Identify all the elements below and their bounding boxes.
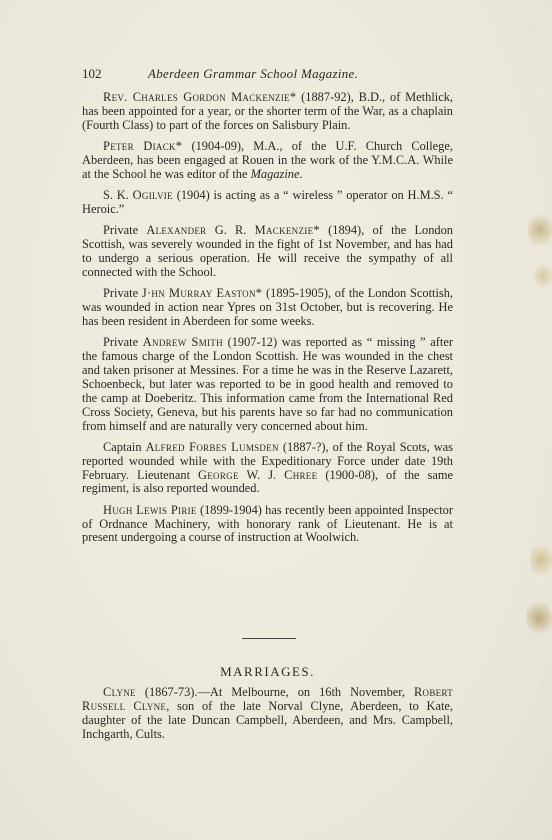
- paragraph-mackenzie-rev: Rev. Charles Gordon Mackenzie* (1887-92), B.D., of Methlick, has been appointed for a year, or the shorter term of the War, as a chaplain (Fourth Class) to part of the forces on Salisbury Plain.: [82, 90, 453, 132]
- paper-stain: [526, 598, 552, 638]
- running-head: Aberdeen Grammar School Magazine.: [148, 66, 359, 81]
- paragraph-smith: Private Andrew Smith (1907-12) was reported as “ missing ” after the famous charge of the London Scottish. He was wounded in the chest and taken prisoner at Messines. For a time he was in the Reserve Lazarett, Schoenbeck, but later was reported to be in good health and removed to the camp at Doeberitz. This information came from the International Red Cross Society, Geneva, but his parents have so far had no communication from himself and are naturally very concerned about him.: [82, 335, 453, 433]
- paper-stain: [534, 262, 552, 290]
- paragraph-marriage-clyne: Clyne (1867-73).—At Melbourne, on 16th November, Robert Russell Clyne, son of the late Norval Clyne, Aberdeen, to Kate, daughter of the late Duncan Campbell, Aberdeen, and Mrs. Campbell, Inchgarth, Cults.: [82, 685, 453, 741]
- paper-stain: [528, 210, 552, 250]
- paragraph-lumsden: Captain Alfred Forbes Lumsden (1887-?), of the Royal Scots, was reported wounded while with the Expeditionary Force under date 19th February. Lieutenant George W. J. Chree (1900-08), of the same regiment, is also reported wounded.: [82, 439, 453, 496]
- notes-section: [82, 91, 453, 553]
- marriages-heading: MARRIAGES.: [220, 664, 315, 679]
- page-number: 102: [82, 66, 102, 81]
- paragraph-easton: Private J·hn Murray Easton* (1895-1905), of the London Scottish, was wounded in action near Ypres on 31st October, but is recovering. He has been resident in Aberdeen for some weeks.: [82, 286, 454, 328]
- section-divider: [242, 638, 296, 639]
- paragraph-pirie: Hugh Lewis Pirie (1899-1904) has recently been appointed Inspector of Ordnance Machinery, with honorary rank of Lieutenant. He is at present undergoing a course of instruction at Woolwich.: [82, 502, 453, 545]
- paragraph-mackenzie-private: Private Alexander G. R. Mackenzie* (1894), of the London Scottish, was severely wounded in the fight of 1st November, and has had to undergo a serious operation. He will receive the sympathy of all connected with the School.: [82, 223, 453, 279]
- paragraph-ogilvie: S. K. Ogilvie (1904) is acting as a “ wireless ” operator on H.M.S. “ Heroic.”: [82, 188, 453, 216]
- paragraph-diack: Peter Diack* (1904-09), M.A., of the U.F. Church College, Aberdeen, has been engaged at Rouen in the work of the Y.M.C.A. While at the School he was editor of the Magazine.: [82, 139, 453, 181]
- paper-stain: [530, 540, 552, 580]
